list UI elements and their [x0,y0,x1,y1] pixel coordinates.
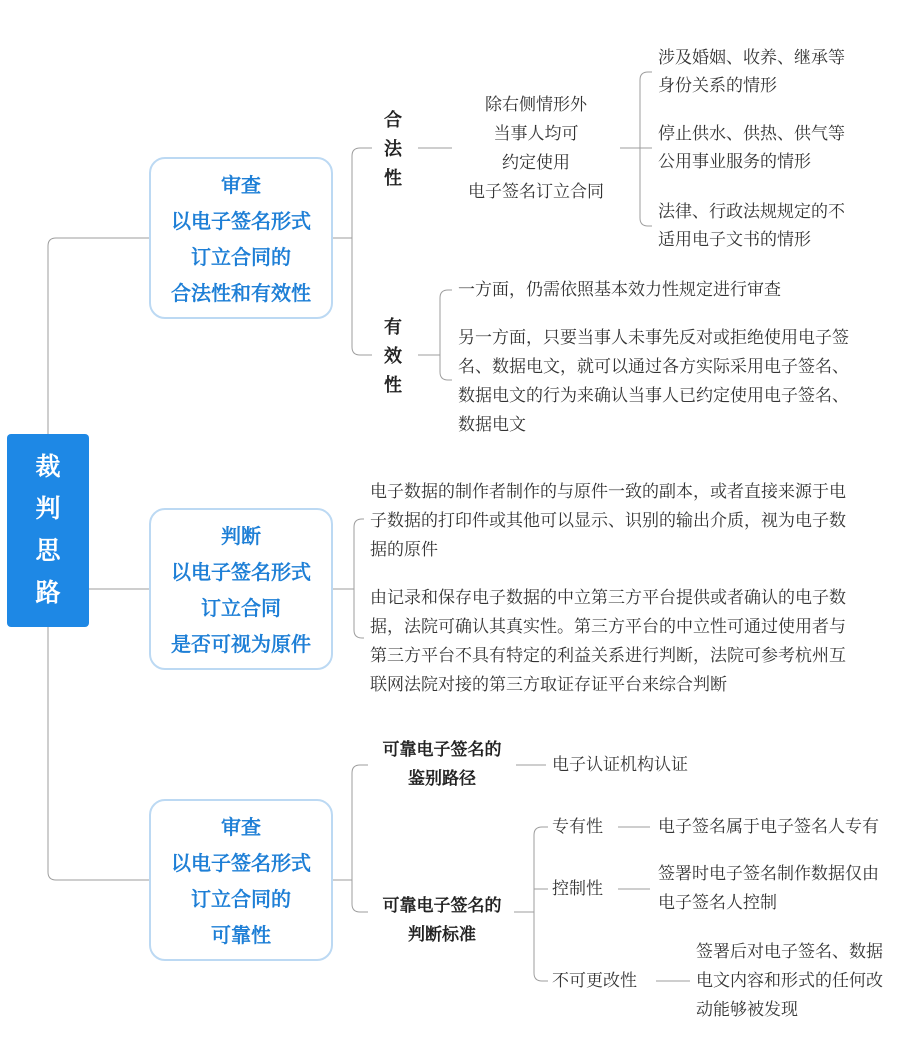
validity-item: 另一方面，只要当事人未事先反对或拒绝使用电子签 名、数据电文，就可以通过各方实际采用电子签名、 数据电文的行为来确认当事人已约定使用电子签名、 数据电文 [458,328,849,435]
criterion-name: 不可更改性 [552,971,637,991]
criterion-name: 专有性 [552,817,603,837]
legality-label: 合 法 性 [384,110,402,189]
criterion-desc: 电子签名属于电子签名人专有 [658,817,879,837]
validity-item: 一方面，仍需依照基本效力性规定进行审查 [458,280,781,300]
branch-title-line: 审查 [221,173,261,197]
branch-title-line: 是否可视为原件 [171,632,311,656]
identification-label: 可靠电子签名的 鉴别路径 [382,740,502,789]
criterion-desc: 签署后对电子签名、数据 电文内容和形式的任何改 动能够被发现 [696,942,883,1020]
branch-reliability [149,799,333,961]
exception-item: 停止供水、供热、供气等 公用事业服务的情形 [658,124,845,172]
criteria-label: 可靠电子签名的 判断标准 [382,896,502,945]
branch-title-line: 以电子签名形式 [171,209,311,233]
root-node [7,434,89,627]
root-char: 判 [35,494,61,523]
branch-legality-validity [149,157,333,319]
branch-title-line: 以电子签名形式 [171,560,311,584]
branch-title-line: 以电子签名形式 [171,851,311,875]
original-criterion-item: 由记录和保存电子数据的中立第三方平台提供或者确认的电子数 据，法院可确认其真实性。第三方平台的中立性可通过使用者与 第三方平台不具有特定的利益关系进行判断，法院可参考杭州互 联网法院对接的第三方取证存证平台来综合判断 [370,588,846,695]
legality-default-rule: 除右侧情形外 当事人均可 约定使用 电子签名订立合同 [468,95,604,202]
criterion-name: 控制性 [552,879,603,899]
criterion-desc: 签署时电子签名制作数据仅由 电子签名人控制 [658,864,879,913]
exception-item: 法律、行政法规规定的不 适用电子文书的情形 [658,202,845,250]
branch-title-line: 可靠性 [211,923,271,947]
branch-title-line: 订立合同的 [191,245,291,269]
identification-result: 电子认证机构认证 [552,755,688,775]
root-char: 路 [35,578,61,607]
validity-label: 有 效 性 [384,317,402,396]
branch-title-line: 订立合同的 [191,887,291,911]
branch-original-copy [149,508,333,670]
root-char: 裁 [35,452,61,481]
branch-title-line: 合法性和有效性 [171,281,311,305]
branch-title-line: 审查 [221,815,261,839]
exception-item: 涉及婚姻、收养、继承等 身份关系的情形 [658,48,845,96]
original-criterion-item: 电子数据的制作者制作的与原件一致的副本，或者直接来源于电 子数据的打印件或其他可以显示、识别的输出介质，视为电子数 据的原件 [370,482,846,560]
branch-title-line: 判断 [221,524,261,548]
root-char: 思 [35,536,61,565]
branch-title-line: 订立合同 [201,596,281,620]
